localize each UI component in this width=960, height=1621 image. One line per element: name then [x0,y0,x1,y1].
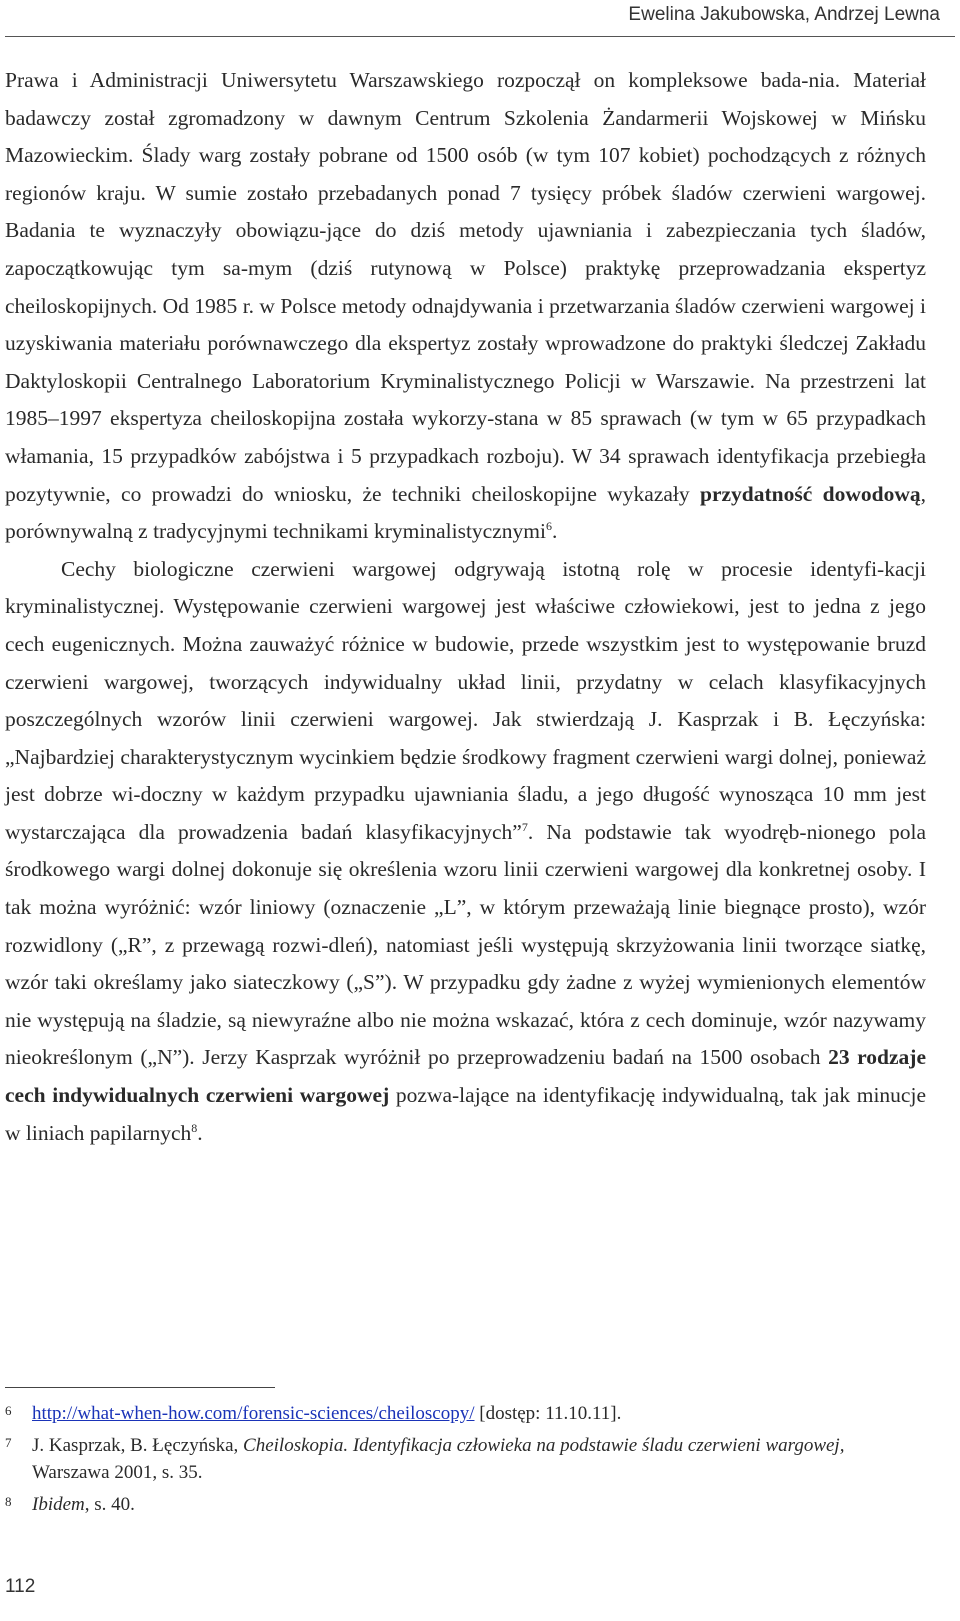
paragraph-1-text-cont: , porównywalną z tradycyjnymi technikami kryminalistycznymi [5,481,926,544]
footnote-divider [5,1387,275,1388]
footnote-6 [5,1400,926,1427]
paragraph-1-end: . [551,519,558,544]
header-divider [5,36,955,37]
footnote-8 [5,1491,926,1518]
footnote-number: 6 [5,1403,12,1418]
emphasis-evidential-value: przydatność dowodową [700,481,921,506]
footnote-page: , s. 40. [84,1494,135,1515]
footnote-ref-8[interactable]: 8 [191,1120,198,1135]
paragraph-2-end: . [197,1120,203,1145]
footnote-authors: J. Kasprzak, B. Łęczyńska, [32,1435,244,1456]
footnote-publication: Warszawa 2001, s. 35. [32,1462,203,1483]
main-text [5,62,926,1152]
footnote-7 [5,1432,926,1486]
paragraph-1-text: Prawa i Administracji Uniwersytetu Warszawskiego rozpoczął on kompleksowe bada-nia. Materiał badawczy został zgromadzony w dawnym Centrum Szkolenia Żandarmerii Wojskowej w Mińsku Mazowieckim. Ślady warg zostały pobrane od 1500 osób (w tym 107 kobiet) pochodzących z różnych regionów kraju. W sumie zostało przebadanych ponad 7 tysięcy próbek śladów czerwieni wargowej. Badania te wyznaczyły obowiązu-jące do dziś metody ujawniania i zabezpieczania tych śladów, zapoczątkowując tym sa-mym (dziś rutynową w Polsce) praktykę przeprowadzania ekspertyz cheiloskopijnych. Od 1985 r. w Polsce metody odnajdywania i przetwarzania śladów czerwieni wargowej i uzyskiwania materiału porównawczego dla ekspertyz zostały wprowadzone do praktyki śledczej Zakładu Daktyloskopii Centralnego Laboratorium Kryminalistycznego Policji w Warszawie. Na przestrzeni lat 1985–1997 ekspertyza cheiloskopijna została wykorzy-stana w 85 sprawach (w tym w 65 przypadkach włamania, 15 przypadków zabójstwa i 5 przypadkach rozboju). W 34 sprawach identyfikacja przebiegła pozytywnie, co prowadzi do wniosku, że techniki cheiloskopijne wykazały [5,68,926,506]
footnote-ref-6[interactable]: 6 [545,518,552,533]
paragraph-2-text-end: pozwa-lające na identyfikację indywidualną, tak jak minucje w liniach papilarnych [5,1083,926,1145]
footnote-number: 8 [5,1494,12,1509]
running-header: Ewelina Jakubowska, Andrzej Lewna [628,4,940,25]
paragraph-1 [5,62,926,551]
paragraph-2 [5,551,926,1153]
paragraph-2-text-cont: . Na podstawie tak wyodręb-nionego pola środkowego wargi dolnej dokonuje się określenia wzoru linii czerwieni wargowej dla konkretnej osoby. I tak można wyróżnić: wzór liniowy (oznaczenie „L”, w którym przeważają linie biegnące prosto), wzór rozwidlony („R”, z przewagą rozwi-dleń), natomiast jeśli występują skrzyżowania linii tworzące siatkę, wzór taki określamy jako siateczkowy („S”). W przypadku gdy żadne z wyżej wymienionych elementów nie występują na śladzie, są niewyraźne albo nie można wskazać, która z cech dominuje, wzór nazywamy nieokreślonym („N”). Jerzy Kasprzak wyróżnił po przeprowadzeniu badań na 1500 osobach [5,819,926,1070]
footnote-ibidem: Ibidem [32,1494,85,1515]
emphasis-23-features: 23 rodzaje cech indywidualnych czerwieni wargowej [5,1045,927,1108]
footnote-number: 7 [5,1435,12,1450]
footnote-book-title: Cheiloskopia. Identyfikacja człowieka na podstawie śladu czerwieni wargowej, [243,1435,845,1456]
footnote-access-date: [dostęp: 11.10.11]. [474,1403,622,1424]
footnote-link[interactable]: http://what-when-how.com/forensic-sciences/cheiloscopy/ [32,1403,475,1424]
paragraph-2-text: Cechy biologiczne czerwieni wargowej odgrywają istotną rolę w procesie identyfi-kacji kryminalistycznej. Występowanie czerwieni wargowej jest właściwe człowiekowi, jest to jedna z jego cech eugenicznych. Można zauważyć różnice w budowie, przede wszystkim jest to występowanie bruzd czerwieni wargowej, tworzących indywidualny układ linii, przydatny w celach klasyfikacyjnych poszczególnych wzorów linii czerwieni wargowej. Jak stwierdzają J. Kasprzak i B. Łęczyńska: „Najbardziej charakterystycznym wycinkiem będzie środkowy fragment czerwieni wargi dolnej, ponieważ jest dobrze wi-doczny w każdym przypadku ujawniania śladu, a jego długość wynosząca 10 mm jest wystarczająca dla prowadzenia badań klasyfikacyjnych” [5,556,926,844]
page-number: 112 [5,1576,36,1597]
footnote-ref-7[interactable]: 7 [521,819,528,834]
footnotes [5,1400,926,1523]
